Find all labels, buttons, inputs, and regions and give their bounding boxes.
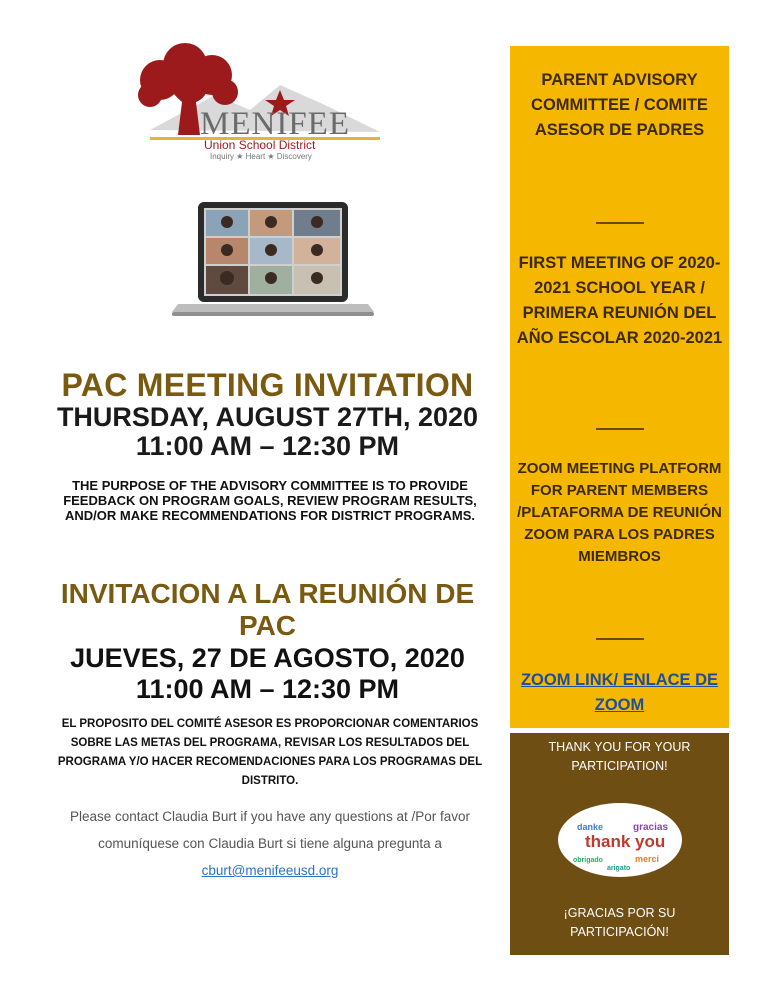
purpose-en: THE PURPOSE OF THE ADVISORY COMMITTEE IS TO PROVIDE FEEDBACK ON PROGRAM GOALS, REVIEW PROGRAM RESULTS, AND/OR MAKE RECOMMENDATIONS FOR DISTRICT PROGRAMS. [63, 478, 477, 523]
date-es: JUEVES, 27 DE AGOSTO, 2020 [70, 643, 465, 673]
thank-you-wordcloud [555, 800, 685, 880]
logo-tree-canopy [138, 43, 238, 107]
wordcloud-word: arigato [607, 865, 631, 872]
date-time-es [30, 643, 505, 705]
sidebar-first-meeting: FIRST MEETING OF 2020-2021 SCHOOL YEAR / PRIMERA REUNIÓN DEL AÑO ESCOLAR 2020-2021 [516, 254, 723, 347]
wordcloud-word: obrigado [573, 857, 603, 864]
contact-line-1: Please contact Claudia Burt if you have any questions at /Por favor [70, 809, 470, 824]
contact-info [30, 803, 510, 884]
wordcloud-word: danke [577, 822, 604, 832]
time-en: 11:00 AM – 12:30 PM [135, 431, 400, 461]
sidebar-divider [596, 222, 644, 224]
date-en: THURSDAY, AUGUST 27TH, 2020 [56, 402, 479, 432]
title-en: PAC MEETING INVITATION [61, 367, 474, 403]
purpose-es: EL PROPOSITO DEL COMITÉ ASESOR ES PROPORCIONAR COMENTARIOS SOBRE LAS METAS DEL PROGRAMA, REVISAR LOS RESULTADOS DEL PROGRAMA Y/O HACER RECOMENDACIONES PARA LOS PROGRAMAS DEL DISTRITO. [57, 718, 483, 787]
date-time-en [30, 403, 505, 461]
sidebar-committee: PARENT ADVISORY COMMITTEE / COMITE ASESOR DE PADRES [531, 71, 708, 139]
wordcloud-word: merci [635, 854, 660, 864]
wordcloud-word: gracias [633, 822, 669, 833]
title-es: INVITACION A LA REUNIÓN DE PAC [60, 578, 475, 641]
thanks-es: ¡GRACIAS POR SU PARTICIPACIÓN! [563, 906, 676, 939]
wordcloud-word: thank you [585, 832, 666, 851]
laptop-video-call-illustration [170, 200, 375, 325]
sidebar-divider [596, 428, 644, 430]
sidebar-divider [596, 638, 644, 640]
sidebar-zoom-platform: ZOOM MEETING PLATFORM FOR PARENT MEMBERS /PLATAFORMA DE REUNIÓN ZOOM PARA LOS PADRES MIEMBROS [517, 460, 722, 565]
logo-district: Union School District [204, 138, 316, 152]
contact-email-link[interactable]: cburt@menifeeusd.org [201, 863, 339, 878]
contact-line-2: comuníquese con Claudia Burt si tiene alguna pregunta a [98, 836, 442, 851]
zoom-link[interactable]: ZOOM LINK/ ENLACE DE ZOOM [520, 671, 719, 714]
logo-tagline: Inquiry ★ Heart ★ Discovery [210, 152, 312, 161]
thanks-en: THANK YOU FOR YOUR PARTICIPATION! [548, 740, 691, 773]
sidebar-panel [510, 46, 729, 728]
logo-name: MENIFEE [200, 106, 350, 142]
video-grid [206, 210, 340, 294]
time-es: 11:00 AM – 12:30 PM [135, 674, 400, 704]
